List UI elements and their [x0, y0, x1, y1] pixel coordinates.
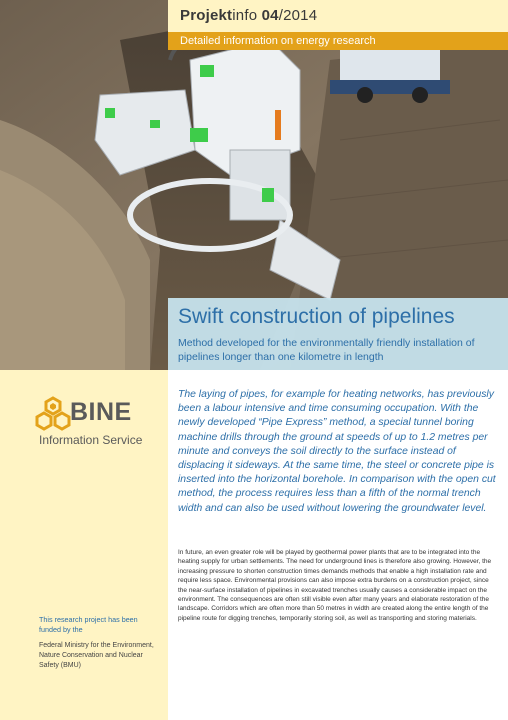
logo-tagline: Information Service	[39, 433, 143, 447]
series-title	[180, 7, 317, 24]
funding-label: This research project has been funded by the	[39, 615, 138, 634]
title-block	[168, 298, 508, 370]
page-header	[168, 0, 508, 50]
header-subtitle: Detailed information on energy research	[168, 32, 508, 50]
funding-body: Federal Ministry for the Environment, Nature Conservation and Nuclear Safety (BMU)	[39, 642, 154, 669]
page-title: Swift construction of pipelines	[178, 305, 455, 328]
issue-year: /2014	[278, 7, 318, 24]
intro-paragraph: The laying of pipes, for example for heating networks, has previously been a labour intensive and time consuming occupation. With the newly developed “Pipe Express” method, a special tunnel boring machine drills through the ground at speeds of up to 1.2 metres per minute and conveys the soil directly to the surface instead of displacing it sideways. At the same time, the steel or concrete pipe is inserted into the horizontal borehole. In comparison with the open cut method, the process requires less than a fifth of the normal trench width and can also be used without lowering the groundwater level.	[178, 389, 496, 514]
series-name-rest: info	[232, 7, 258, 24]
body-paragraph: In future, an even greater role will be played by geothermal power plants that are to be integrated into the heating supply for urban settlements. The need for underground lines is therefore also growing. However, the increasing pressure to shorten construction times demands methods that enable a high installation rate and require less space. Environmental provisions can also impose extra burdens on a construction project, since the near-surface installation of pipelines in excavated trenches usually causes a considerable impact on the environment. The consequences are often still visible even after many years and elaborate restoration of the landscape. Corridors which are often more than 50 metres in width are created along the entire length of the pipeline route for digging trenches, temporarily storing soil, as well as transporting and storing materials.	[178, 549, 492, 622]
page-subtitle: Method developed for the environmentally friendly installation of pipelines longer than one kilometre in length	[178, 337, 475, 363]
bine-hexagon-logo	[34, 395, 72, 433]
issue-number: 04	[261, 7, 279, 24]
logo-name: BINE	[70, 398, 132, 426]
sidebar	[0, 370, 168, 720]
series-name-bold: Projekt	[180, 7, 233, 24]
